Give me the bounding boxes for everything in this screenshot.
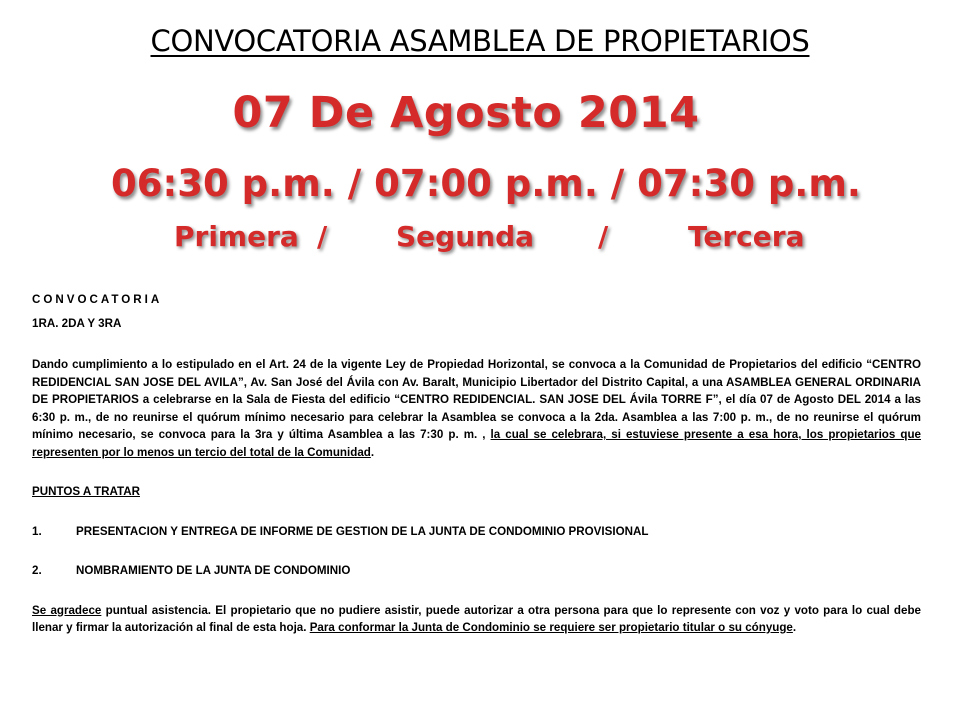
order-third: Tercera bbox=[688, 220, 805, 253]
main-paragraph-text: Dando cumplimiento a lo estipulado en el Art. 24 de la vigente Ley de Propiedad Horizontal, se convoca a la Comunidad de Propietarios del edificio “CENTRO REDIDENCIAL SAN JOSE DEL AVILA”, Av. San José del Ávila con Av. Baralt, Municipio Libertador del Distrito Capital, a una ASAMBLEA GENERAL ORDINARIA DE PROPIETARIOS a celebrarse en la Sala de Fiesta del edificio “CENTRO REDIDENCIAL. SAN JOSE DEL Ávila TORRE F”, el día 07 de Agosto DEL 2014 a las 6:30 p. m., de no reunirse el quórum mínimo necesario para celebrar la Asamblea se convoca a la 2da. Asamblea a las 7:00 p. m., de no reunirse el quórum mínimo necesario, se convoca para la 3ra y última Asamblea a las 7:30 p. m. , bbox=[32, 358, 921, 441]
agenda-item-text: NOMBRAMIENTO DE LA JUNTA DE CONDOMINIO bbox=[76, 564, 351, 577]
document-title: CONVOCATORIA ASAMBLEA DE PROPIETARIOS bbox=[150, 24, 810, 58]
meeting-date: 07 De Agosto 2014 bbox=[232, 88, 700, 138]
main-paragraph-underlined: la cual se celebrara, si estuviese presente a esa hora, los propietarios que representen por lo menos un tercio del total de la Comunidad bbox=[32, 428, 921, 459]
closing-underlined-2: Para conformar la Junta de Condominio se requiere ser propietario titular o su cónyuge bbox=[309, 621, 793, 634]
agenda-item bbox=[32, 523, 921, 541]
order-second: Segunda bbox=[396, 220, 535, 253]
agenda-heading: PUNTOS A TRATAR bbox=[32, 485, 140, 498]
order-separator-2: / bbox=[598, 220, 609, 253]
agenda-item-number: 2. bbox=[32, 564, 42, 577]
order-first: Primera bbox=[174, 220, 299, 253]
agenda-item bbox=[32, 562, 921, 580]
closing-end: . bbox=[792, 621, 797, 634]
section-heading: CONVOCATORIA bbox=[32, 293, 163, 306]
main-paragraph bbox=[32, 356, 921, 461]
document-body bbox=[32, 291, 921, 637]
meeting-order-row bbox=[174, 220, 814, 260]
closing-paragraph bbox=[32, 602, 921, 637]
agenda-item-text: PRESENTACION Y ENTREGA DE INFORME DE GESTION DE LA JUNTA DE CONDOMINIO PROVISIONAL bbox=[76, 524, 649, 538]
closing-text: puntual asistencia. El propietario que no pudiere asistir, puede autorizar a otra persona para que lo represente con voz y voto para lo cual debe llenar y firmar la autorización al final de esta hoja. bbox=[32, 603, 921, 634]
main-paragraph-end: . bbox=[370, 445, 375, 459]
order-separator-1: / bbox=[317, 220, 328, 253]
agenda-item-number: 1. bbox=[32, 524, 42, 538]
meeting-times: 06:30 p.m. / 07:00 p.m. / 07:30 p.m. bbox=[111, 162, 861, 205]
section-subheading: 1RA. 2DA Y 3RA bbox=[32, 316, 122, 330]
closing-underlined-1: Se agradece bbox=[32, 603, 102, 617]
